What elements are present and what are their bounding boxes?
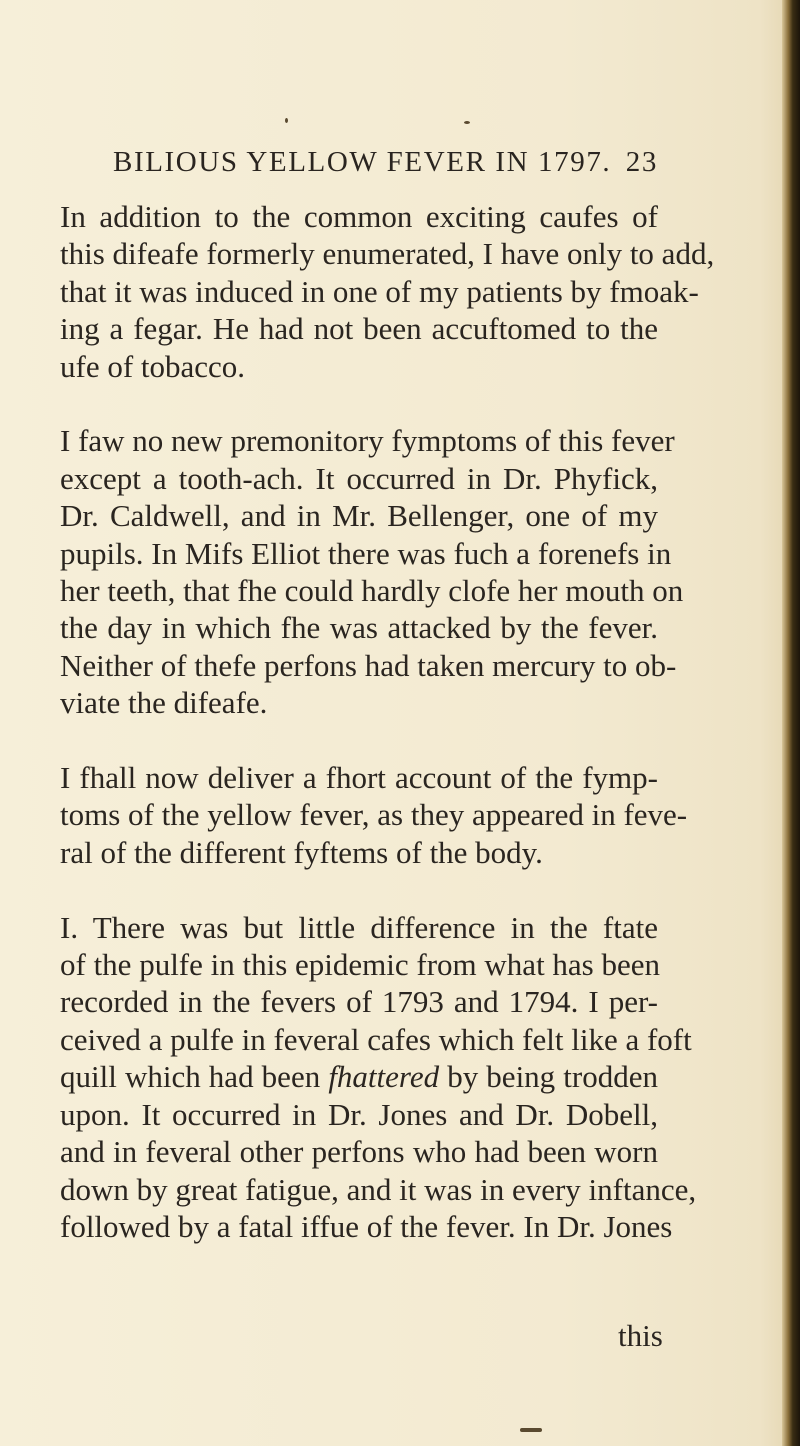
text-line: ing a fegar. He had not been accuftomed to the	[60, 311, 658, 347]
text-line: her teeth, that fhe could hardly clofe her mouth on	[60, 573, 684, 609]
text-line: and in feveral other perfons who had been worn	[60, 1134, 658, 1170]
text-line: I fhall now deliver a fhort account of the fymp-	[60, 760, 658, 796]
page-number: 23	[625, 146, 658, 178]
running-title: BILIOUS YELLOW FEVER IN 1797.	[113, 146, 612, 178]
text-line: ceived a pulfe in feveral cafes which felt like a foft	[60, 1021, 692, 1057]
text-line: upon. It occurred in Dr. Jones and Dr. Dobell,	[60, 1096, 658, 1132]
paragraph	[60, 422, 684, 721]
text-segment: quill which had been	[60, 1059, 329, 1095]
text-line: that it was induced in one of my patients by fmoak-	[60, 273, 699, 309]
text-line: ral of the different fyftems of the body.	[60, 834, 543, 870]
running-header	[113, 146, 658, 186]
text-line: this difeafe formerly enumerated, I have only to add,	[60, 236, 715, 272]
paragraph	[60, 909, 697, 1246]
text-line: followed by a fatal iffue of the fever. In Dr. Jones	[60, 1208, 673, 1244]
text-line: viate the difeafe.	[60, 685, 268, 721]
text-line: Neither of thefe perfons had taken mercury to ob-	[60, 647, 677, 683]
text-line-with-italic	[60, 1058, 658, 1095]
text-line: down by great fatigue, and it was in every inftance,	[60, 1171, 697, 1207]
text-line: except a tooth-ach. It occurred in Dr. Phyfick,	[60, 460, 658, 496]
text-line: recorded in the fevers of 1793 and 1794. I per-	[60, 984, 658, 1020]
text-line: of the pulfe in this epidemic from what has been	[60, 947, 661, 983]
text-line: I faw no new premonitory fymptoms of this fever	[60, 423, 675, 459]
paragraph	[60, 759, 688, 871]
text-line: ufe of tobacco.	[60, 348, 246, 384]
italic-word: fhattered	[328, 1059, 440, 1095]
ink-speck	[520, 1428, 542, 1432]
text-line: toms of the yellow fever, as they appeared in feve-	[60, 797, 688, 833]
book-binding-edge	[782, 0, 800, 1446]
text-line: pupils. In Mifs Elliot there was fuch a forenefs in	[60, 535, 672, 571]
paragraph	[60, 198, 715, 385]
text-line: the day in which fhe was attacked by the fever.	[60, 610, 658, 646]
text-line: I. There was but little difference in the ftate	[60, 909, 658, 945]
text-line: Dr. Caldwell, and in Mr. Bellenger, one of my	[60, 498, 658, 534]
catchword: this	[618, 1318, 663, 1353]
text-line: In addition to the common exciting caufes of	[60, 199, 658, 234]
text-segment: by being trodden	[439, 1059, 658, 1095]
ink-speck	[464, 121, 470, 124]
body-text	[60, 198, 715, 1283]
ink-speck	[285, 118, 288, 123]
